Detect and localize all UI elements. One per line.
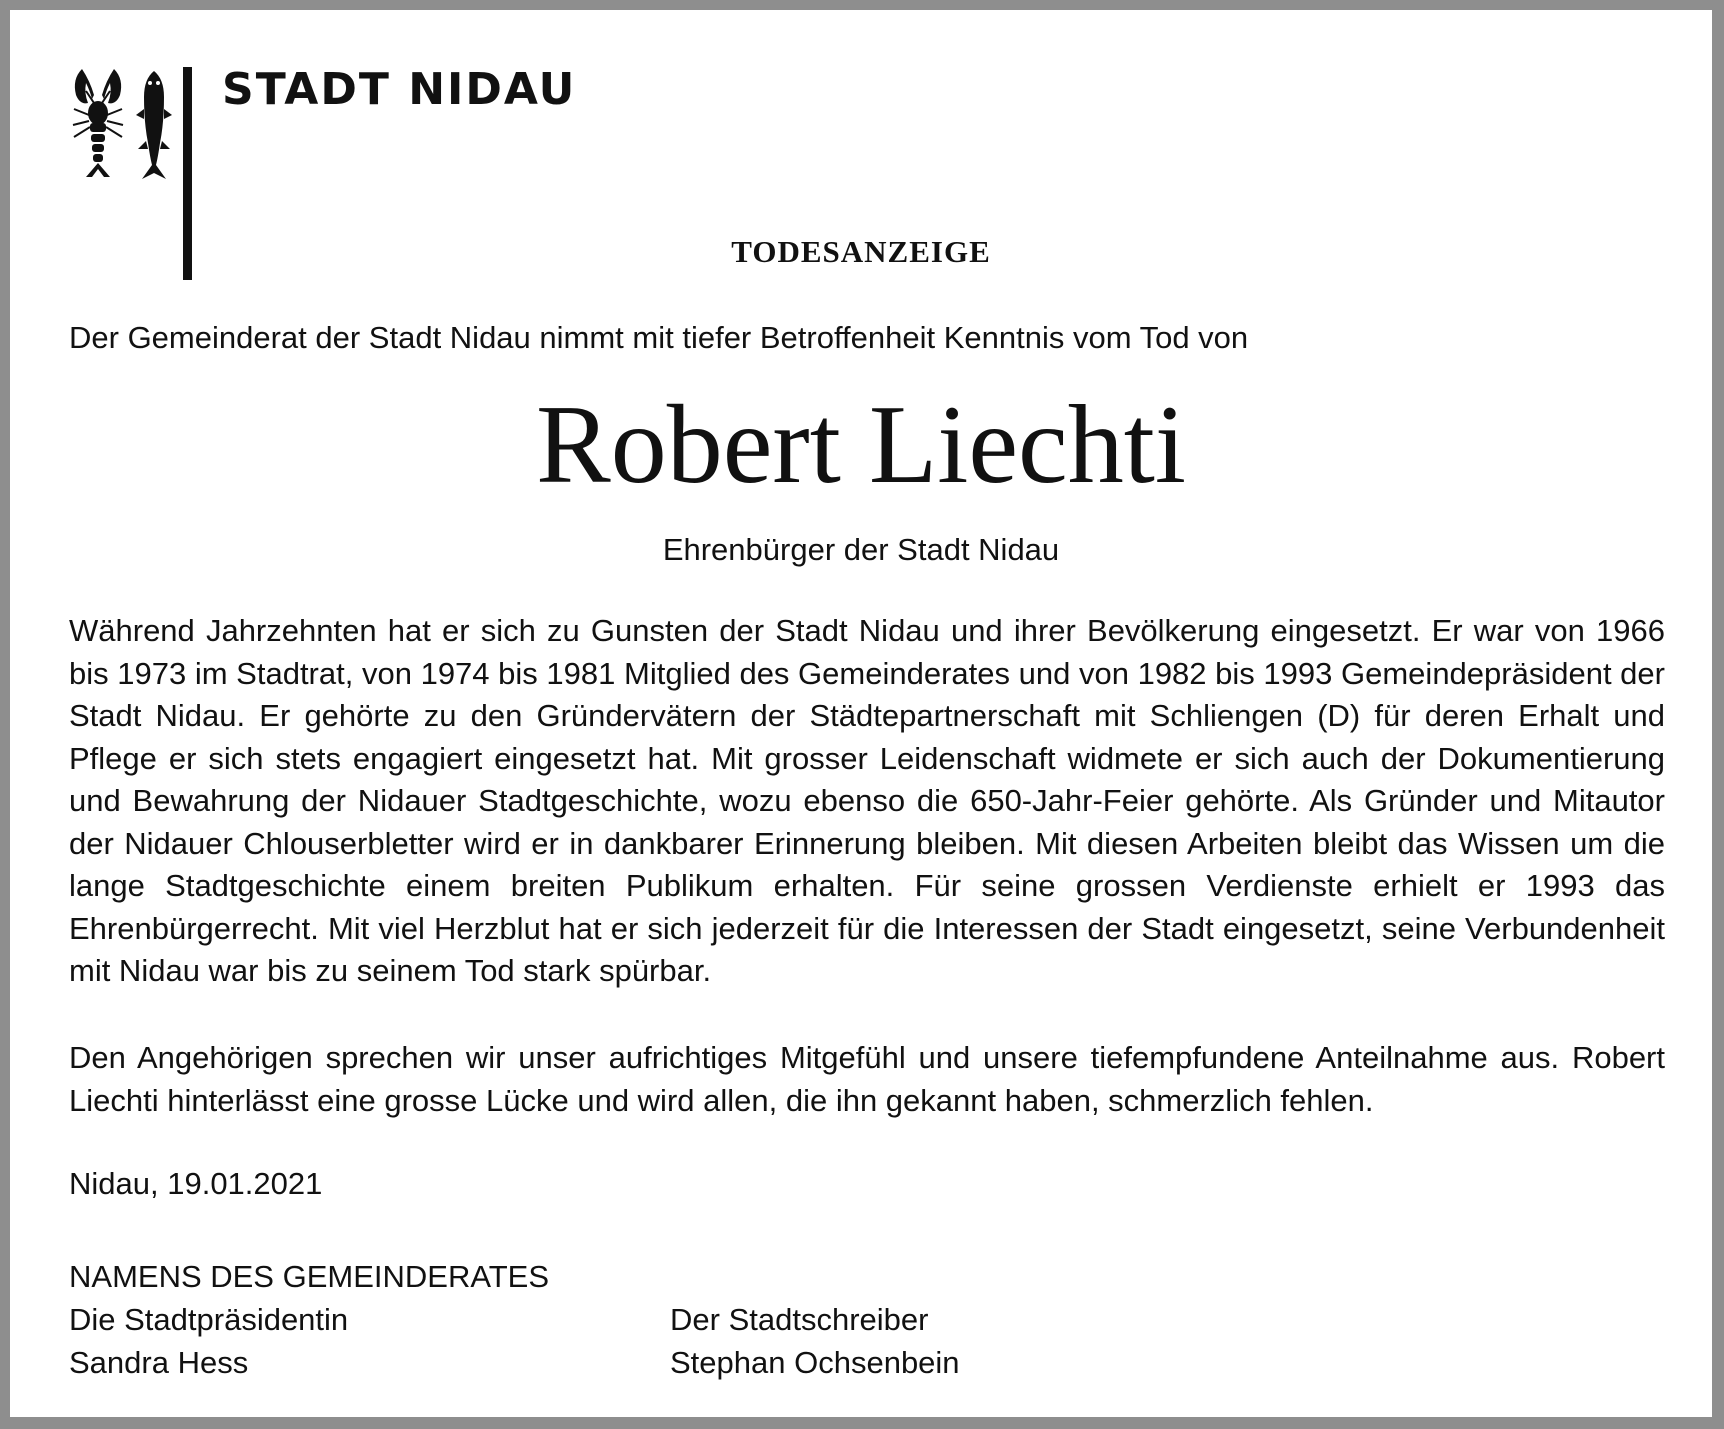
honorary-title: Ehrenbürger der Stadt Nidau — [662, 532, 1060, 567]
intro-text: Der Gemeinderat der Stadt Nidau nimmt mit tiefer Betroffenheit Kenntnis vom Tod von — [69, 320, 1249, 355]
signatory-right-role: Der Stadtschreiber — [670, 1302, 929, 1337]
signatory-left-name: Sandra Hess — [69, 1345, 249, 1380]
deceased-name: Robert Liechti — [535, 383, 1186, 507]
city-name: STADT NIDAU — [222, 64, 577, 115]
crayfish-icon — [73, 69, 123, 177]
condolence-paragraph: Den Angehörigen sprechen wir unser aufrichtiges Mitgefühl und unsere tiefempfundene Anteilnahme aus. Robert Liechti hinterlässt eine grosse Lücke und wird allen, die ihn gekannt haben, schmerzlich fehlen. — [69, 1040, 1665, 1118]
biography-paragraph: Während Jahrzehnten hat er sich zu Gunsten der Stadt Nidau und ihrer Bevölkerung eingesetzt. Er war von 1966 bis 1973 im Stadtrat, von 1974 bis 1981 Mitglied des Gemeinderates und von 1982 bis 1993 Gemeindepräsident der Stadt Nidau. Er gehörte zu den Gründervätern der Städtepartnerschaft mit Schliengen (D) für deren Erhalt und Pflege er sich stets engagiert eingesetzt hat. Mit grosser Leidenschaft widmete er sich auch der Dokumentierung und Bewahrung der Nidauer Stadtgeschichte, wozu ebenso die 650-Jahr-Feier gehörte. Als Gründer und Mitautor der Nidauer Chlouserbletter wird er in dankbarer Erinnerung bleiben. Mit diesen Arbeiten bleibt das Wissen um die lange Stadtgeschichte einem breiten Publikum erhalten. Für seine grossen Verdienste erhielt er 1993 das Ehrenbürgerrecht. Mit viel Herzblut hat er sich jederzeit für die Interessen der Stadt eingesetzt, seine Verbundenheit mit Nidau war bis zu seinem Tod stark spürbar. — [69, 613, 1665, 988]
notice-title: TODESANZEIGE — [731, 234, 991, 269]
signatory-right-name: Stephan Ochsenbein — [670, 1345, 960, 1380]
on-behalf-label: NAMENS DES GEMEINDERATES — [69, 1259, 550, 1294]
city-coat-of-arms — [68, 65, 178, 183]
signatory-left-role: Die Stadtpräsidentin — [69, 1302, 349, 1337]
place-date: Nidau, 19.01.2021 — [69, 1166, 323, 1201]
fish-icon — [136, 71, 172, 179]
death-notice-page — [10, 10, 1712, 1417]
